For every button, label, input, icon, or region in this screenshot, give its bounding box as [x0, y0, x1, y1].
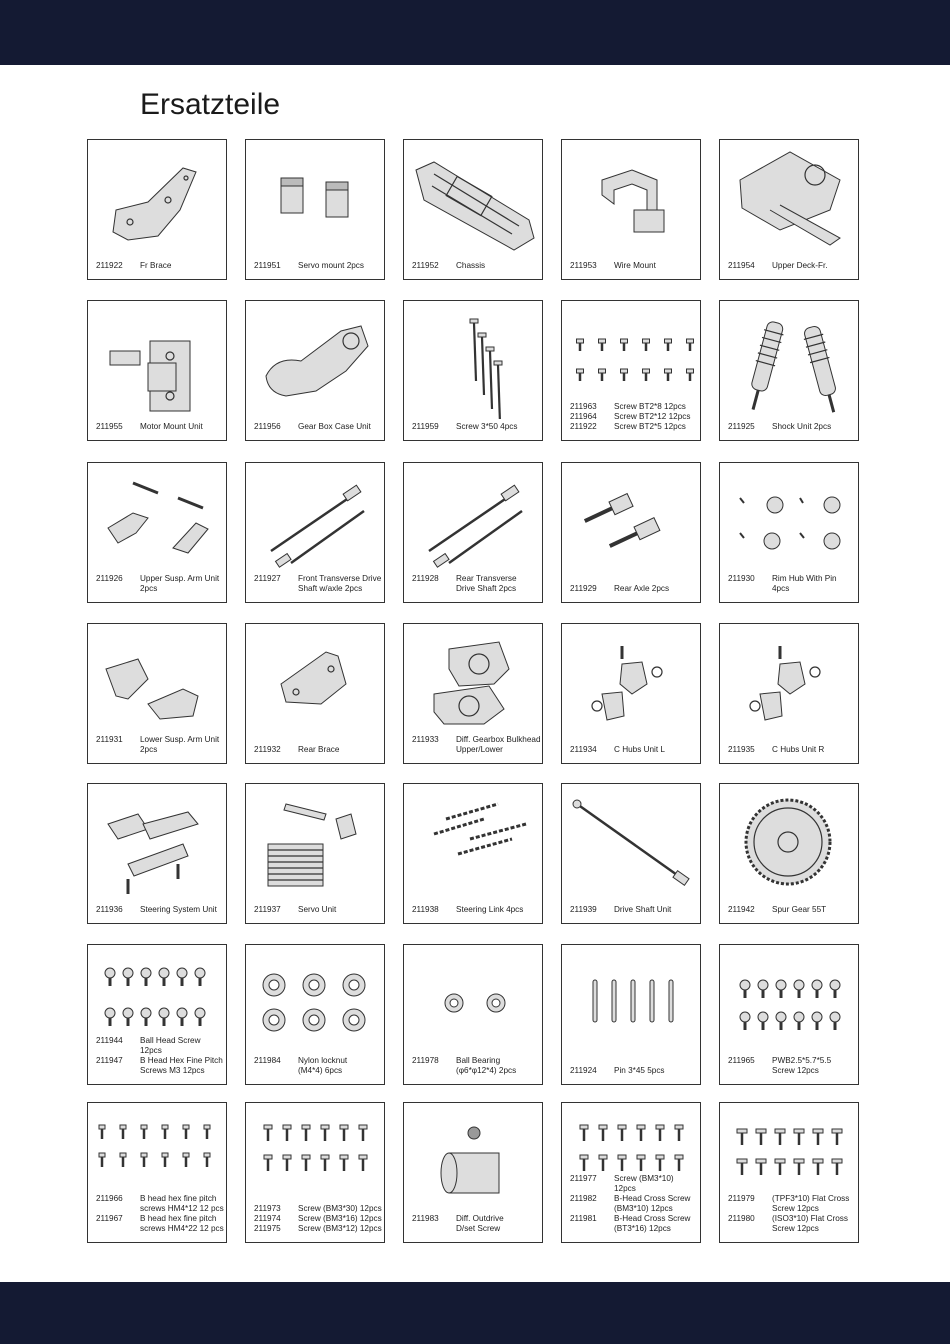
part-description: 12pcs — [614, 1184, 636, 1193]
part-cell — [561, 1102, 701, 1243]
part-description: Nylon locknut — [298, 1056, 348, 1065]
axle-icon — [562, 463, 701, 581]
part-description: Steering System Unit — [140, 905, 217, 914]
part-number: 211933 — [412, 735, 439, 744]
part-description: Upper/Lower — [456, 745, 503, 754]
part-number: 211934 — [570, 745, 597, 754]
part-number: 211951 — [254, 261, 281, 270]
spur-gear-icon — [720, 784, 859, 902]
center-shaft-icon — [562, 784, 701, 902]
motor-mount-icon — [88, 301, 227, 419]
lower-arm-icon — [88, 624, 227, 742]
part-description: Motor Mount Unit — [140, 422, 203, 431]
part-number: 211947 — [96, 1056, 123, 1065]
part-cell — [245, 300, 385, 441]
part-description: Servo mount 2pcs — [298, 261, 364, 270]
part-number: 211935 — [728, 745, 755, 754]
links-icon — [404, 784, 543, 902]
wire-mount-icon — [562, 140, 701, 258]
part-description: 4pcs — [772, 584, 790, 593]
part-description: Chassis — [456, 261, 486, 270]
part-description: Screw (BM3*10) — [614, 1174, 674, 1183]
part-number: 211981 — [570, 1214, 597, 1223]
part-cell — [561, 462, 701, 603]
part-number: 211928 — [412, 574, 439, 583]
part-number: 211939 — [570, 905, 597, 914]
long-screws-icon — [404, 301, 543, 419]
part-description: Rear Brace — [298, 745, 340, 754]
part-description: Screw 12pcs — [772, 1066, 819, 1075]
part-number: 211927 — [254, 574, 281, 583]
gear-box-icon — [246, 301, 385, 419]
part-cell — [87, 300, 227, 441]
part-number: 211974 — [254, 1214, 281, 1223]
part-description: Steering Link 4pcs — [456, 905, 524, 914]
part-cell — [561, 783, 701, 924]
part-description: Shaft w/axle 2pcs — [298, 584, 363, 593]
part-description: Rear Axle 2pcs — [614, 584, 670, 593]
bottom-bar — [0, 1282, 950, 1344]
part-number: 211944 — [96, 1036, 123, 1045]
drive-shaft-icon — [404, 463, 543, 581]
part-description: B-Head Cross Screw — [614, 1194, 691, 1203]
part-description: 12pcs — [140, 1046, 162, 1055]
part-number: 211955 — [96, 422, 123, 431]
part-description: B head hex fine pitch — [140, 1194, 217, 1203]
part-description: B head hex fine pitch — [140, 1214, 217, 1223]
part-number: 211936 — [96, 905, 123, 914]
part-description: Screw 12pcs — [772, 1204, 819, 1213]
part-cell — [719, 300, 859, 441]
c-hub-icon — [720, 624, 859, 742]
part-description: B-Head Cross Screw — [614, 1214, 691, 1223]
part-cell — [403, 944, 543, 1085]
part-number: 211978 — [412, 1056, 439, 1065]
part-description: Spur Gear 55T — [772, 905, 827, 914]
chassis-icon — [404, 140, 543, 258]
top-bar — [0, 0, 950, 65]
drive-shaft-icon — [246, 463, 385, 581]
part-description: Screw BT2*12 12pcs — [614, 412, 691, 421]
part-number: 211926 — [96, 574, 123, 583]
part-description: Ball Bearing — [456, 1056, 501, 1065]
part-number: 211922 — [96, 261, 123, 270]
part-number: 211929 — [570, 584, 597, 593]
nuts-icon — [246, 945, 385, 1063]
part-description: PWB2.5*5.7*5.5 — [772, 1056, 832, 1065]
part-cell — [403, 139, 543, 280]
part-description: Wire Mount — [614, 261, 656, 270]
part-cell — [719, 462, 859, 603]
part-number: 211931 — [96, 735, 123, 744]
part-description: 2pcs — [140, 584, 158, 593]
part-description: Pin 3*45 5pcs — [614, 1066, 665, 1075]
part-description: Screw (BM3*30) 12pcs — [298, 1204, 382, 1213]
part-cell — [87, 623, 227, 764]
part-cell — [245, 462, 385, 603]
part-description: (BM3*10) 12pcs — [614, 1204, 673, 1213]
part-cell — [403, 1102, 543, 1243]
part-number: 211966 — [96, 1194, 123, 1203]
part-number: 211979 — [728, 1194, 755, 1203]
part-description: 2pcs — [140, 745, 158, 754]
bearings-icon — [404, 945, 543, 1063]
part-cell — [403, 783, 543, 924]
part-description: C Hubs Unit L — [614, 745, 665, 754]
part-description: Screw (BM3*16) 12pcs — [298, 1214, 382, 1223]
part-description: Screw BT2*8 12pcs — [614, 402, 686, 411]
part-description: screws HM4*22 12 pcs — [140, 1224, 224, 1233]
part-cell — [719, 1102, 859, 1243]
part-number: 211982 — [570, 1194, 597, 1203]
part-cell — [719, 944, 859, 1085]
part-number: 211984 — [254, 1056, 281, 1065]
part-number: 211956 — [254, 422, 281, 431]
part-number: 211963 — [570, 402, 597, 411]
part-cell — [403, 462, 543, 603]
part-description: Gear Box Case Unit — [298, 422, 371, 431]
pins-icon — [562, 945, 701, 1063]
part-description: Servo Unit — [298, 905, 337, 914]
part-description: Screw 3*50 4pcs — [456, 422, 518, 431]
part-description: Drive Shaft Unit — [614, 905, 672, 914]
part-description: Shock Unit 2pcs — [772, 422, 832, 431]
part-description: Rim Hub With Pin — [772, 574, 837, 583]
part-description: Upper Susp. Arm Unit — [140, 574, 220, 583]
part-description: (BT3*16) 12pcs — [614, 1224, 671, 1233]
part-cell — [245, 1102, 385, 1243]
part-description: B Head Hex Fine Pitch — [140, 1056, 223, 1065]
part-number: 211965 — [728, 1056, 755, 1065]
page-title: Ersatzteile — [140, 88, 281, 121]
part-description: Upper Deck-Fr. — [772, 261, 828, 270]
part-cell — [245, 139, 385, 280]
part-cell — [403, 623, 543, 764]
part-cell — [561, 139, 701, 280]
part-number: 211973 — [254, 1204, 281, 1213]
part-cell — [245, 623, 385, 764]
part-description: Drive Shaft 2pcs — [456, 584, 517, 593]
part-description: Diff. Gearbox Bulkhead — [456, 735, 541, 744]
part-number: 211977 — [570, 1174, 597, 1183]
part-cell — [245, 944, 385, 1085]
part-number: 211983 — [412, 1214, 439, 1223]
part-description: Screw BT2*5 12pcs — [614, 422, 686, 431]
part-number: 211959 — [412, 422, 439, 431]
part-number: 211942 — [728, 905, 755, 914]
part-cell — [87, 462, 227, 603]
part-number: 211938 — [412, 905, 439, 914]
part-cell — [719, 623, 859, 764]
part-cell — [561, 300, 701, 441]
part-cell — [87, 1102, 227, 1243]
servo-mount-icon — [246, 140, 385, 258]
part-description: Lower Susp. Arm Unit — [140, 735, 220, 744]
part-number: 211975 — [254, 1224, 281, 1233]
part-cell — [561, 944, 701, 1085]
part-number: 211925 — [728, 422, 755, 431]
part-description: D/set Screw — [456, 1224, 501, 1233]
part-number: 211967 — [96, 1214, 123, 1223]
part-description: Screw (BM3*12) 12pcs — [298, 1224, 382, 1233]
flat-screws-icon — [720, 945, 859, 1063]
part-description: screws HM4*12 12 pcs — [140, 1204, 224, 1213]
part-number: 211964 — [570, 412, 597, 421]
part-number: 211954 — [728, 261, 755, 270]
part-description: (TPF3*10) Flat Cross — [772, 1194, 850, 1203]
part-cell — [561, 623, 701, 764]
part-number: 211924 — [570, 1066, 597, 1075]
part-number: 211953 — [570, 261, 597, 270]
part-description: (M4*4) 6pcs — [298, 1066, 343, 1075]
part-cell — [403, 300, 543, 441]
shocks-icon — [720, 301, 859, 419]
upper-deck-icon — [720, 140, 859, 258]
fr-brace-icon — [88, 140, 227, 258]
part-cell — [87, 783, 227, 924]
hubs-icon — [720, 463, 859, 581]
part-cell — [87, 944, 227, 1085]
part-number: 211932 — [254, 745, 281, 754]
part-description: (ISO3*10) Flat Cross — [772, 1214, 848, 1223]
steering-icon — [88, 784, 227, 902]
part-description: (φ6*φ12*4) 2pcs — [456, 1066, 517, 1075]
part-description: Rear Transverse — [456, 574, 517, 583]
part-description: Screws M3 12pcs — [140, 1066, 205, 1075]
c-hub-icon — [562, 624, 701, 742]
part-number: 211952 — [412, 261, 439, 270]
servo-icon — [246, 784, 385, 902]
part-description: Front Transverse Drive — [298, 574, 382, 583]
bulkhead-icon — [404, 624, 543, 742]
part-cell — [719, 783, 859, 924]
part-number: 211980 — [728, 1214, 755, 1223]
upper-arm-icon — [88, 463, 227, 581]
part-description: Screw 12pcs — [772, 1224, 819, 1233]
part-description: Ball Head Screw — [140, 1036, 201, 1045]
part-number: 211922 — [570, 422, 597, 431]
part-description: Fr Brace — [140, 261, 172, 270]
part-description: Diff. Outdrive — [456, 1214, 504, 1223]
part-description: C Hubs Unit R — [772, 745, 825, 754]
outdrive-icon — [404, 1103, 543, 1221]
part-cell — [719, 139, 859, 280]
part-cell — [245, 783, 385, 924]
part-cell — [87, 139, 227, 280]
rear-brace-icon — [246, 624, 385, 742]
part-number: 211937 — [254, 905, 281, 914]
part-number: 211930 — [728, 574, 755, 583]
